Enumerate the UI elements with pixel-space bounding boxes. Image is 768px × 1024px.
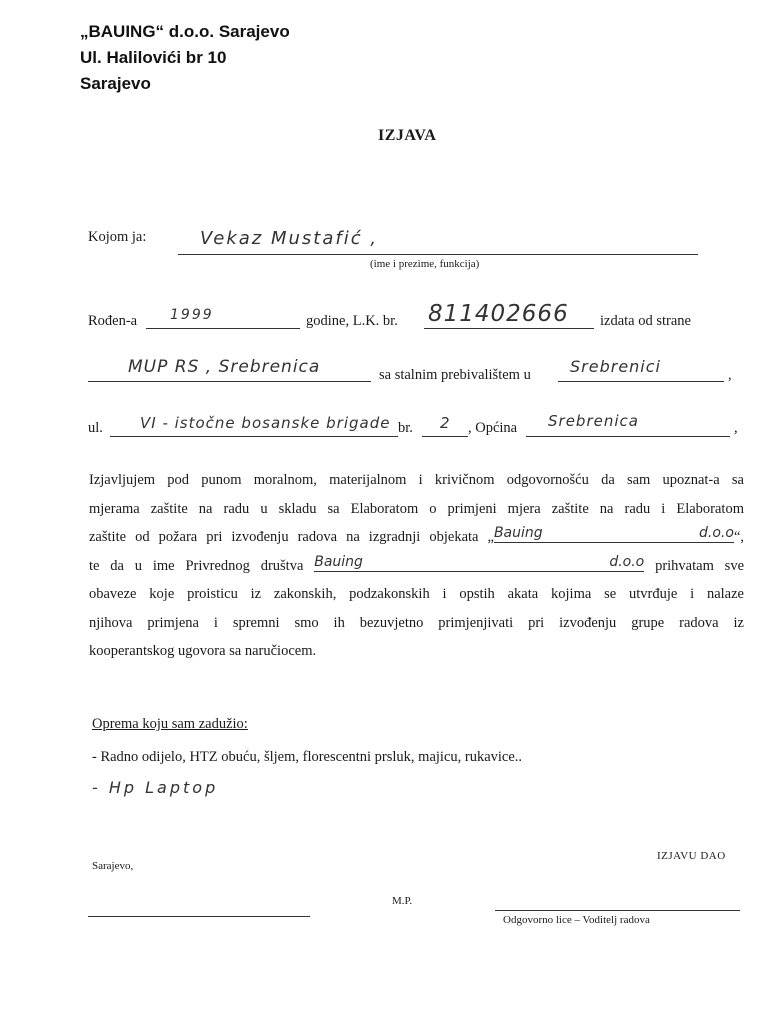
equipment-heading: Oprema koju sam zadužio: — [92, 716, 248, 732]
name-hint: (ime i prezime, funkcija) — [370, 258, 480, 270]
izjavu-dao-label: IZJAVU DAO — [657, 850, 726, 862]
roden-label: Rođen-a — [88, 313, 138, 329]
opcina-label: , Općina — [468, 420, 518, 436]
paragraph-text: “, — [733, 529, 744, 545]
lk-handwritten: 811402666 — [428, 301, 569, 327]
comma-2: , — [734, 420, 738, 436]
mp-label: M.P. — [392, 895, 413, 907]
company-city: Sarajevo — [80, 74, 151, 93]
issuer-line[interactable] — [88, 381, 371, 382]
document-title: IZJAVA — [378, 127, 437, 144]
street-handwritten: VI - istočne bosanske brigade — [140, 414, 391, 432]
paragraph-text: te da u ime Privrednog društva — [89, 557, 304, 574]
opcina-handwritten: Srebrenica — [548, 412, 639, 430]
object-handwritten: Bauing d.o.o — [493, 525, 734, 541]
paragraph-line — [89, 552, 744, 581]
year-handwritten: 1999 — [170, 307, 214, 323]
izdata-label: izdata od strane — [600, 313, 691, 329]
year-line[interactable] — [146, 328, 300, 329]
declaration-paragraph — [89, 466, 744, 666]
place-label: Sarajevo, — [92, 860, 134, 872]
name-line[interactable] — [178, 254, 698, 255]
lk-line[interactable] — [424, 328, 594, 329]
number-handwritten: 2 — [440, 414, 450, 432]
prebivaliste-label: sa stalnim prebivalištem u — [379, 367, 531, 383]
number-line[interactable] — [422, 436, 468, 437]
paragraph-text: prihvatam sve — [655, 557, 745, 574]
br-label: br. — [398, 420, 413, 436]
paragraph-line: obaveze koje proisticu iz zakonskih, podzakonskih i opstih akata kojima se utvrđuje i nalaze — [89, 586, 744, 602]
company-street: Ul. Halilovići br 10 — [80, 48, 227, 67]
paragraph-line: mjerama zaštite na radu u skladu sa Elaboratom o primjeni mjera zaštite na radu i Elaboratom — [89, 500, 744, 517]
signature-line[interactable] — [495, 910, 740, 911]
paragraph-line: njihova primjena i spremni smo ih bezuvjetno primjenjivati pri izvođenju grupe radova iz — [89, 614, 744, 631]
comma: , — [728, 367, 732, 383]
ul-label: ul. — [88, 420, 103, 436]
equipment-printed: - Radno odijelo, HTZ obuću, šljem, florescentni prsluk, majicu, rukavice.. — [92, 749, 523, 765]
paragraph-line: Izjavljujem pod punom moralnom, materijalnom i krivičnom odgovornošću da sam upoznat-a sa — [89, 472, 744, 488]
company-handwritten: Bauing d.o.o — [314, 553, 645, 570]
object-blank[interactable] — [494, 526, 734, 543]
name-handwritten: Vekaz Mustafić , — [200, 228, 379, 249]
paragraph-line: kooperantskog ugovora sa naručiocem. — [89, 643, 317, 659]
issuer-handwritten: MUP RS , Srebrenica — [128, 357, 321, 377]
residence-line[interactable] — [558, 381, 724, 382]
equipment-handwritten: - Hp Laptop — [92, 778, 219, 797]
signatory-label: Odgovorno lice – Voditelj radova — [503, 914, 650, 926]
kojom-label: Kojom ja: — [88, 229, 147, 245]
paragraph-text: zaštite od požara pri izvođenju radova na izgradnji objekata „ — [89, 529, 494, 545]
date-signature-line[interactable] — [88, 916, 310, 917]
company-name: „BAUING“ d.o.o. Sarajevo — [80, 22, 290, 41]
residence-handwritten: Srebrenici — [570, 357, 661, 376]
opcina-line[interactable] — [526, 436, 730, 437]
company-blank[interactable] — [314, 555, 644, 572]
godine-label: godine, L.K. br. — [306, 313, 398, 329]
street-line[interactable] — [110, 436, 398, 437]
